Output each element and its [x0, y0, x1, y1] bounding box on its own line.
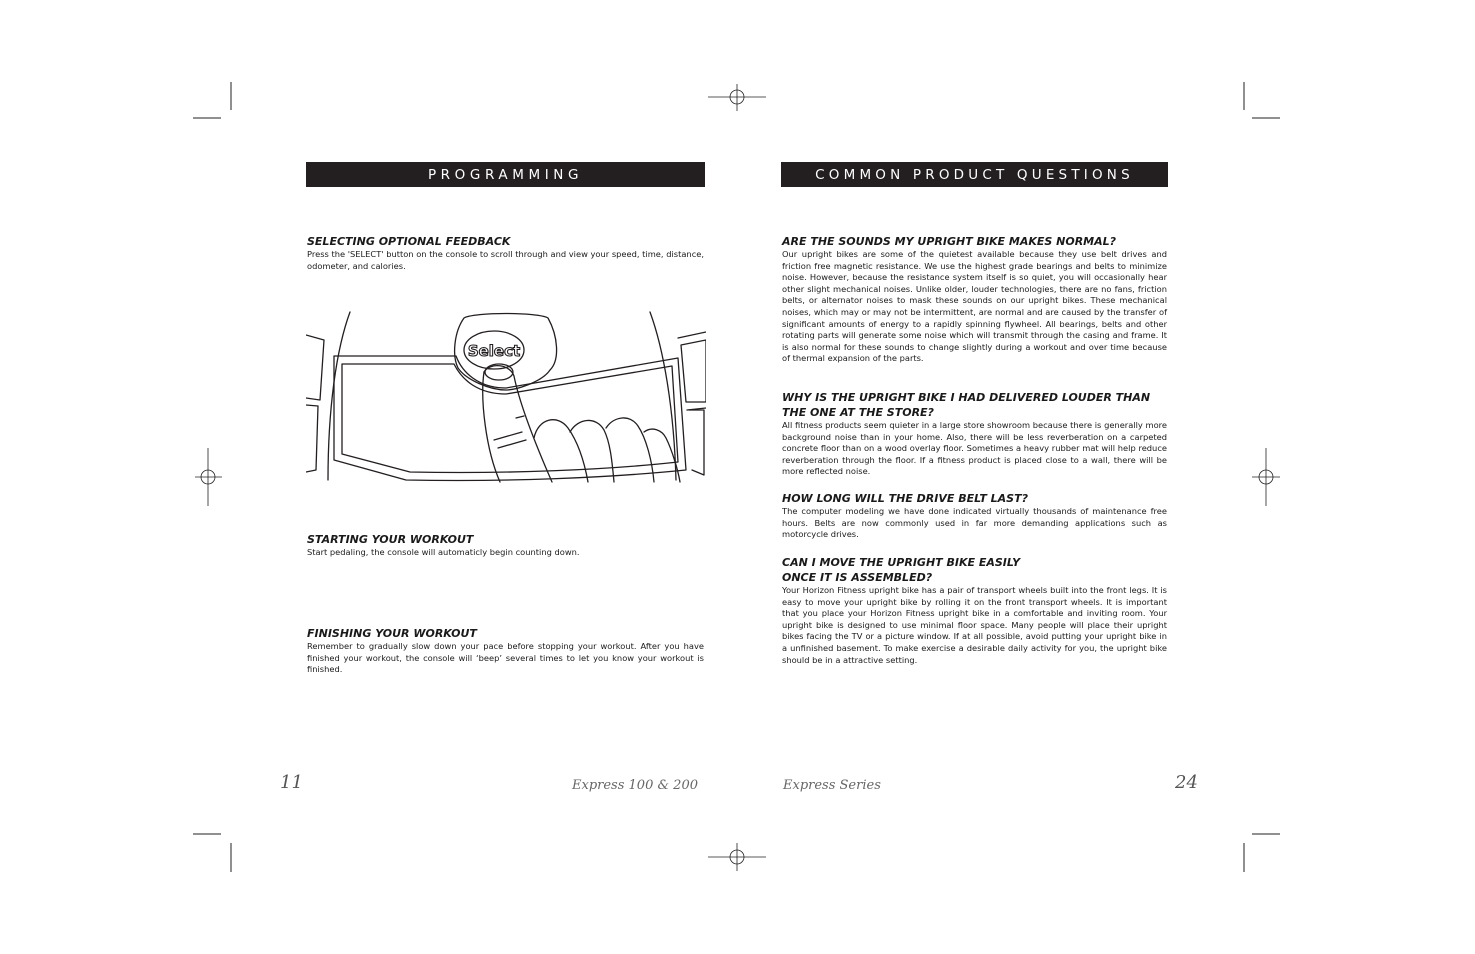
faq-answer: The computer modeling we have done indicated virtually thousands of maintenance free hours. Belts are now commonly used in far more demanding applications such as motorcycle drives. — [782, 506, 1167, 540]
faq-answer: All fitness products seem quieter in a large store showroom because there is generally more background noise than in your home. Also, there will be less reverberation on a carpeted concrete floor than on a wood overlay floor. Sometimes a heavy rubber mat will help reduce reverberation through the floor. If a fitness product is placed close to a wall, there will be more reflected noise. — [782, 420, 1167, 477]
footer-left: Express 100 & 200 — [572, 778, 698, 793]
faq-sounds-normal — [782, 234, 1167, 365]
section-finishing-workout — [307, 626, 704, 676]
faq-answer: Our upright bikes are some of the quietest available because they use belt drives and friction free magnetic resistance. We use the highest grade bearings and belts to minimize noise. However, because the resistance system itself is so quiet, you will occasionally hear other slight mechanical noises. Unlike older, louder technologies, there are no fans, friction belts, or alternator noises to mask these sounds on our upright bikes. These mechanical noises, which may or may not be intermittent, are normal and are caused by the transfer of significant amounts of energy to a rapidly spinning flywheel. All bearings, belts and other rotating parts will generate some noise which will transmit through the casing and frame. It is also normal for these sounds to change slightly during a workout and over time because of thermal expansion of the parts. — [782, 249, 1167, 364]
faq-louder-than-store — [782, 390, 1167, 478]
console-select-illustration — [306, 310, 706, 485]
section-heading: SELECTING OPTIONAL FEEDBACK — [307, 235, 511, 248]
faq-question: HOW LONG WILL THE DRIVE BELT LAST? — [782, 492, 1028, 505]
section-heading: STARTING YOUR WORKOUT — [307, 533, 474, 546]
banner-title: COMMON PRODUCT QUESTIONS — [815, 166, 1134, 183]
registration-mark-left — [195, 448, 222, 506]
faq-drive-belt — [782, 491, 1167, 541]
section-starting-workout — [307, 532, 704, 559]
footer-right: Express Series — [783, 778, 881, 793]
faq-question: WHY IS THE UPRIGHT BIKE I HAD DELIVERED LOUDER THAN THE ONE AT THE STORE? — [782, 391, 1151, 419]
registration-mark-right — [1252, 448, 1280, 506]
page-number-left: 11 — [280, 772, 303, 793]
section-selecting-feedback — [307, 234, 704, 272]
section-banner-common-questions — [781, 162, 1168, 187]
faq-answer: Your Horizon Fitness upright bike has a pair of transport wheels built into the front legs. It is easy to move your upright bike by rolling it on the front transport wheels. It is important that you place your Horizon Fitness upright bike in a comfortable and inviting room. Your upright bike is designed to use minimal floor space. Many people will place their upright bikes facing the TV or a picture window. If at all possible, avoid putting your upright bike in a unfinished basement. To make exercise a desirable daily activity for you, the upright bike should be in a attractive setting. — [782, 585, 1167, 665]
select-button-label: Select — [467, 342, 521, 360]
section-heading: FINISHING YOUR WORKOUT — [307, 627, 477, 640]
section-banner-programming — [306, 162, 705, 187]
section-body: Press the 'SELECT' button on the console to scroll through and view your speed, time, distance, odometer, and calories. — [307, 249, 704, 271]
section-body: Start pedaling, the console will automaticly begin counting down. — [307, 547, 580, 557]
banner-title: PROGRAMMING — [427, 166, 584, 183]
registration-mark-top — [708, 84, 766, 111]
faq-move-bike — [782, 555, 1167, 666]
faq-question: ARE THE SOUNDS MY UPRIGHT BIKE MAKES NORMAL? — [782, 235, 1117, 248]
registration-mark-bottom — [708, 843, 766, 871]
faq-question: CAN I MOVE THE UPRIGHT BIKE EASILY ONCE IT IS ASSEMBLED? — [782, 556, 1021, 584]
section-body: Remember to gradually slow down your pace before stopping your workout. After you have finished your workout, the console will ‘beep’ several times to let you know your workout is finished. — [307, 641, 704, 675]
page-number-right: 24 — [1175, 772, 1198, 793]
